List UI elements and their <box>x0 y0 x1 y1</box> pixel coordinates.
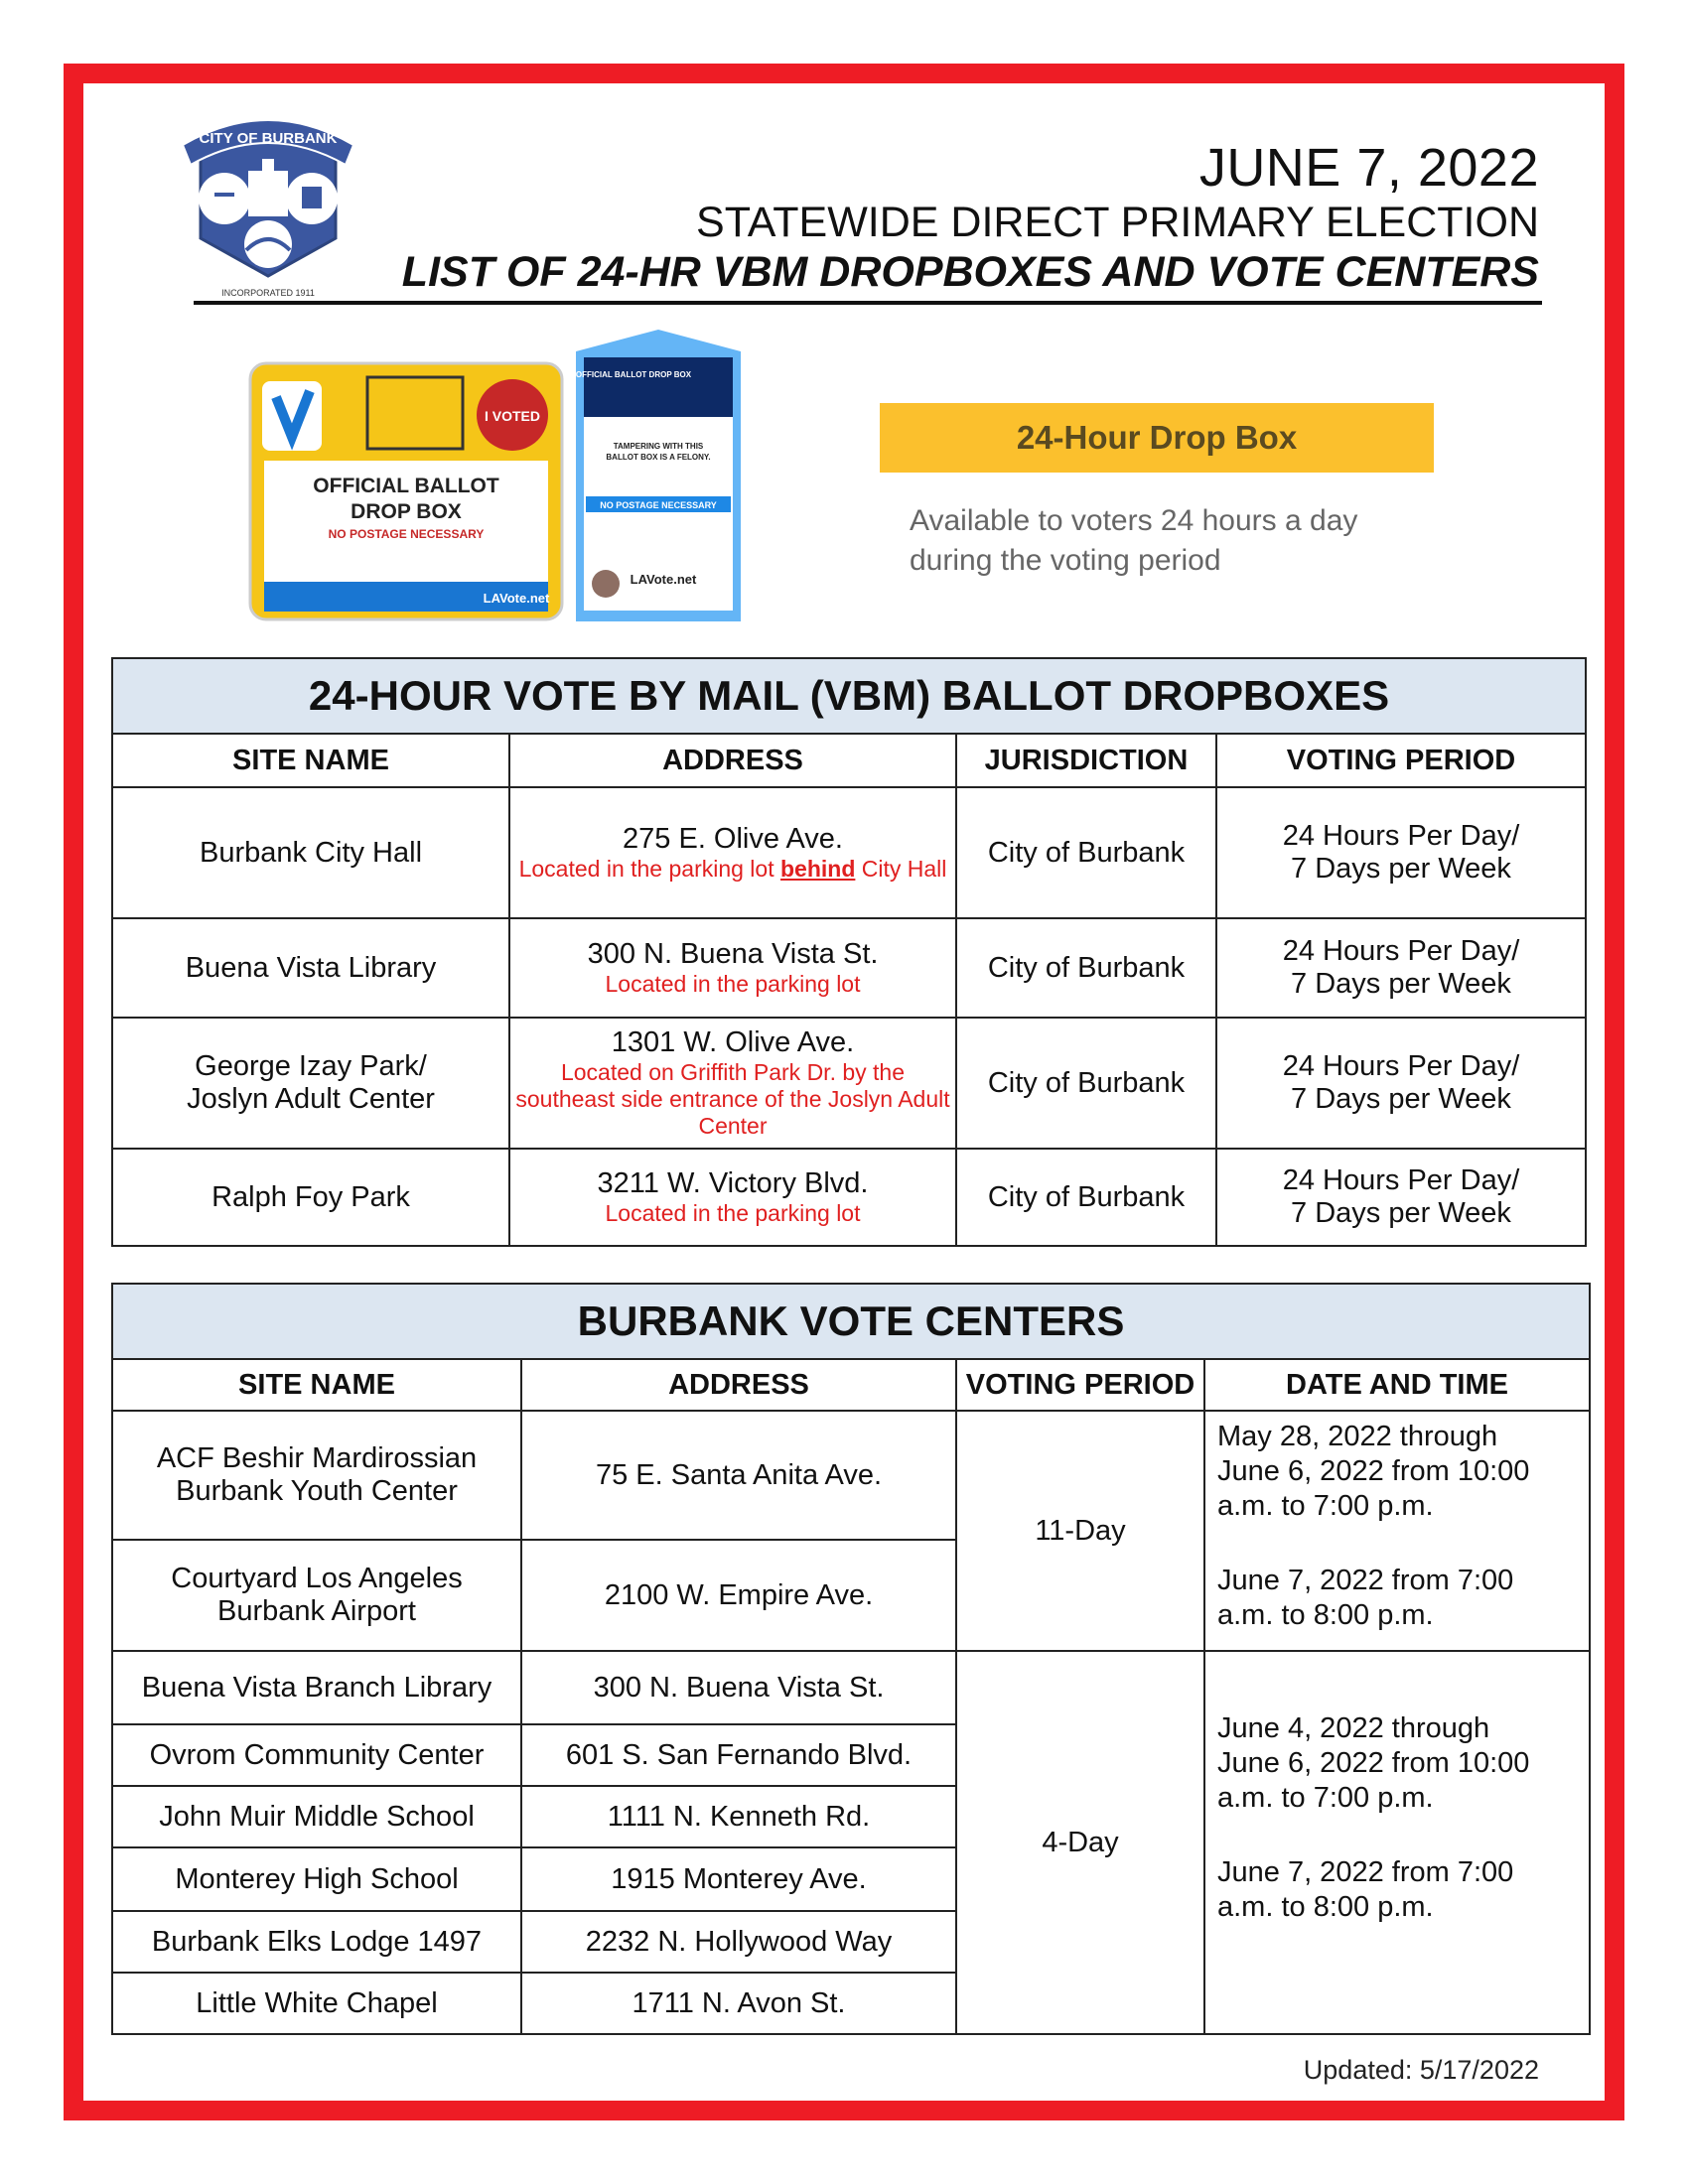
date-and-time: May 28, 2022 through June 6, 2022 from 10:00 a.m. to 7:00 p.m. June 7, 2022 from 7:00 a.m. to 8:00 p.m. <box>1204 1411 1590 1651</box>
column-header: ADDRESS <box>521 1359 956 1411</box>
election-date: JUNE 7, 2022 <box>1198 138 1539 198</box>
address: 1111 N. Kenneth Rd. <box>521 1786 956 1847</box>
address-note: Located on Griffith Park Dr. by the southeast side entrance of the Joslyn Adult Center <box>515 1059 950 1139</box>
table-row <box>112 1149 1586 1246</box>
updated-date: Updated: 5/17/2022 <box>1303 2055 1539 2085</box>
svg-text:INCORPORATED 1911: INCORPORATED 1911 <box>221 288 315 298</box>
voting-period: 11-Day <box>956 1411 1204 1651</box>
column-header: VOTING PERIOD <box>956 1359 1204 1411</box>
jurisdiction: City of Burbank <box>956 1018 1216 1149</box>
site-name: Monterey High School <box>112 1847 521 1911</box>
site-name: Buena Vista Branch Library <box>112 1651 521 1724</box>
site-name: John Muir Middle School <box>112 1786 521 1847</box>
la-county-ballot-box-image <box>574 328 743 623</box>
address: 601 S. San Fernando Blvd. <box>521 1724 956 1786</box>
svg-text:OFFICIAL BALLOT: OFFICIAL BALLOT <box>313 475 499 497</box>
address: 3211 W. Victory Blvd. <box>597 1167 869 1199</box>
column-header: SITE NAME <box>112 1359 521 1411</box>
site-name: Courtyard Los Angeles Burbank Airport <box>112 1540 521 1651</box>
svg-text:LAVote.net: LAVote.net <box>630 572 697 587</box>
column-header: JURISDICTION <box>956 734 1216 787</box>
svg-text:I VOTED: I VOTED <box>484 408 541 424</box>
table-row <box>112 787 1586 918</box>
site-name: Ralph Foy Park <box>112 1149 509 1246</box>
address-cell <box>509 1149 956 1246</box>
svg-text:OFFICIAL BALLOT DROP BOX: OFFICIAL BALLOT DROP BOX <box>575 370 692 379</box>
address: 300 N. Buena Vista St. <box>521 1651 956 1724</box>
voting-period: 24 Hours Per Day/ 7 Days per Week <box>1216 1018 1586 1149</box>
table-row <box>112 1651 1590 1724</box>
svg-text:NO POSTAGE NECESSARY: NO POSTAGE NECESSARY <box>328 527 485 541</box>
address-note: Located in the parking lot <box>605 971 861 997</box>
voting-period: 4-Day <box>956 1651 1204 2034</box>
city-of-burbank-seal <box>177 101 359 300</box>
site-name: Burbank Elks Lodge 1497 <box>112 1911 521 1973</box>
address: 2100 W. Empire Ave. <box>521 1540 956 1651</box>
address: 2232 N. Hollywood Way <box>521 1911 956 1973</box>
address-cell <box>509 918 956 1018</box>
jurisdiction: City of Burbank <box>956 787 1216 918</box>
vote-centers-table-title: BURBANK VOTE CENTERS <box>112 1284 1590 1359</box>
address: 275 E. Olive Ave. <box>623 823 843 855</box>
date-and-time: June 4, 2022 through June 6, 2022 from 10:00 a.m. to 7:00 p.m. June 7, 2022 from 7:00 a.m. to 8:00 p.m. <box>1204 1651 1590 2034</box>
svg-text:BALLOT BOX IS A FELONY.: BALLOT BOX IS A FELONY. <box>606 453 711 462</box>
dropbox-table <box>111 657 1587 1247</box>
column-header: VOTING PERIOD <box>1216 734 1586 787</box>
site-name: Ovrom Community Center <box>112 1724 521 1786</box>
table-row <box>112 1411 1590 1540</box>
svg-text:TAMPERING WITH THIS: TAMPERING WITH THIS <box>613 442 704 451</box>
voting-period: 24 Hours Per Day/ 7 Days per Week <box>1216 918 1586 1018</box>
jurisdiction: City of Burbank <box>956 918 1216 1018</box>
site-name: ACF Beshir Mardirossian Burbank Youth Center <box>112 1411 521 1540</box>
official-ballot-drop-box-image <box>248 361 564 621</box>
site-name: Burbank City Hall <box>112 787 509 918</box>
column-header: DATE AND TIME <box>1204 1359 1590 1411</box>
voting-period: 24 Hours Per Day/ 7 Days per Week <box>1216 787 1586 918</box>
site-name: Little White Chapel <box>112 1973 521 2034</box>
address: 1915 Monterey Ave. <box>521 1847 956 1911</box>
address-cell <box>509 1018 956 1149</box>
24-hour-drop-box-badge: 24-Hour Drop Box <box>880 403 1434 473</box>
table-row <box>112 1018 1586 1149</box>
svg-text:LAVote.net: LAVote.net <box>483 591 550 606</box>
voting-period: 24 Hours Per Day/ 7 Days per Week <box>1216 1149 1586 1246</box>
svg-text:CITY OF BURBANK: CITY OF BURBANK <box>199 130 338 147</box>
page-title: LIST OF 24-HR VBM DROPBOXES AND VOTE CENTERS <box>401 248 1539 296</box>
svg-text:DROP BOX: DROP BOX <box>351 500 462 523</box>
site-name: George Izay Park/ Joslyn Adult Center <box>112 1018 509 1149</box>
address: 1711 N. Avon St. <box>521 1973 956 2034</box>
address-cell <box>509 787 956 918</box>
badge-description: Available to voters 24 hours a day during the voting period <box>910 504 1358 577</box>
svg-text:NO POSTAGE NECESSARY: NO POSTAGE NECESSARY <box>600 500 717 510</box>
dropbox-table-title: 24-HOUR VOTE BY MAIL (VBM) BALLOT DROPBOXES <box>112 658 1586 734</box>
jurisdiction: City of Burbank <box>956 1149 1216 1246</box>
header-divider <box>194 301 1542 305</box>
vote-centers-table <box>111 1283 1591 2035</box>
address-note: Located in the parking lot behind City Hall <box>518 856 947 882</box>
site-name: Buena Vista Library <box>112 918 509 1018</box>
address: 300 N. Buena Vista St. <box>587 938 879 970</box>
address: 75 E. Santa Anita Ave. <box>521 1411 956 1540</box>
election-name: STATEWIDE DIRECT PRIMARY ELECTION <box>696 199 1539 246</box>
column-header: SITE NAME <box>112 734 509 787</box>
address: 1301 W. Olive Ave. <box>611 1026 855 1058</box>
column-header: ADDRESS <box>509 734 956 787</box>
table-row <box>112 918 1586 1018</box>
address-note: Located in the parking lot <box>605 1200 861 1226</box>
